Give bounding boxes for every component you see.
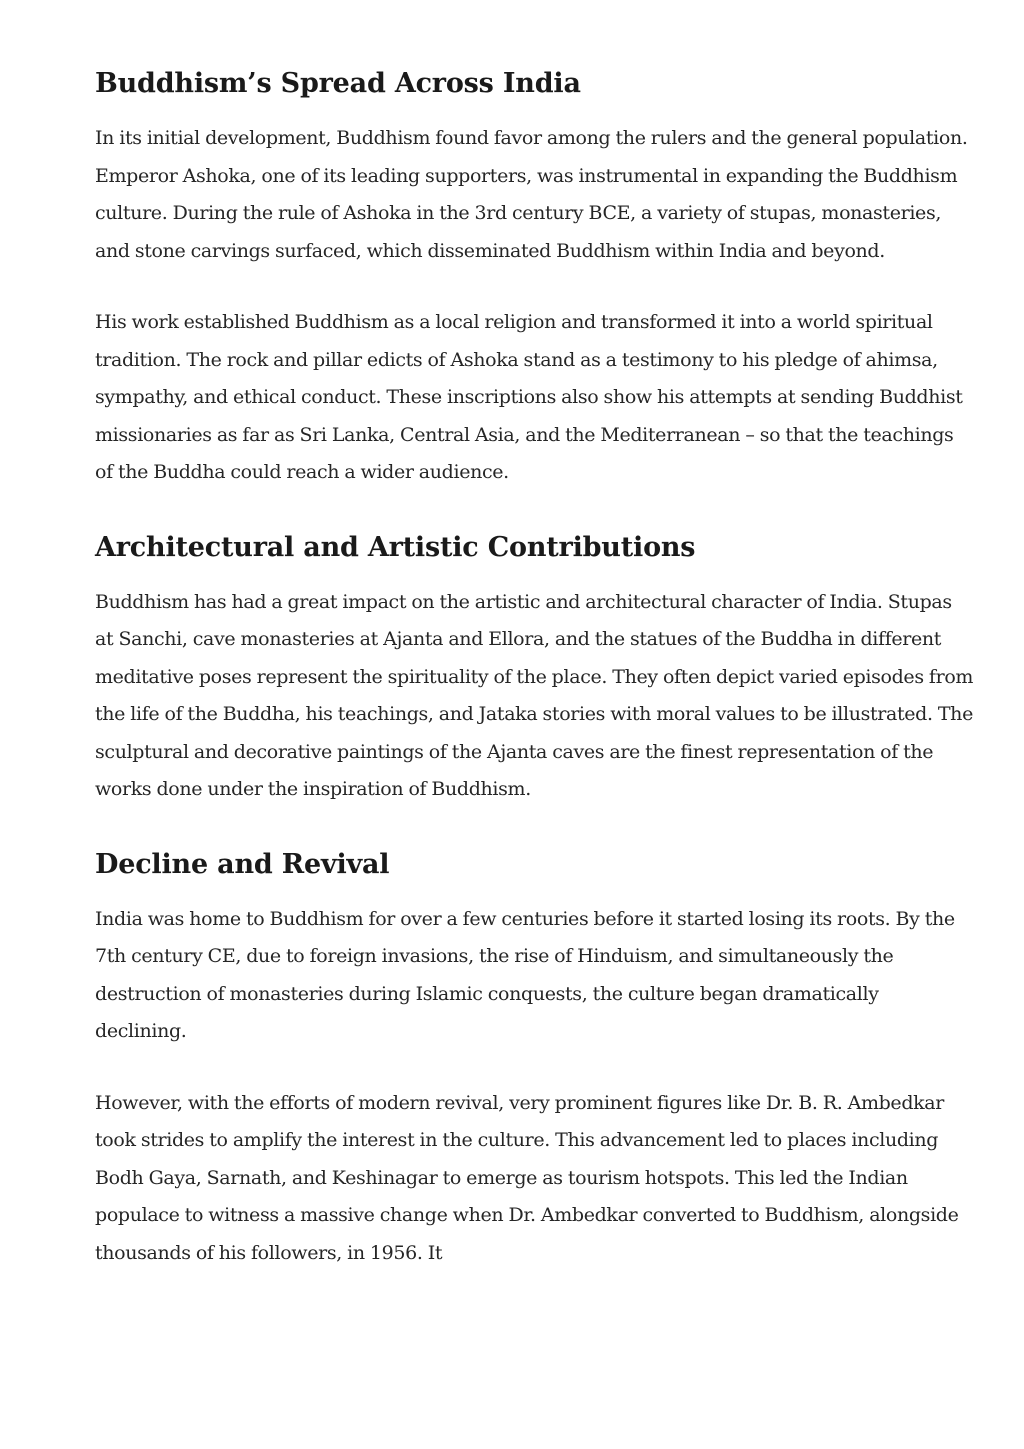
section-heading: Decline and Revival bbox=[95, 848, 390, 880]
section-heading: Architectural and Artistic Contributions bbox=[95, 531, 696, 563]
section-heading: Buddhism’s Spread Across India bbox=[95, 68, 581, 99]
paragraph: In its initial development, Buddhism found favor among the rulers and the general population. Emperor Ashoka, one of its leading supporters, was instrumental in expanding the Buddhism culture. During the rule of Ashoka in the 3rd century BCE, a variety of stupas, monasteries, and stone carvings surfaced, which disseminated Buddhism within India and beyond. bbox=[95, 127, 968, 262]
paragraph: However, with the efforts of modern revival, very prominent figures like Dr. B. R. Ambedkar took strides to amplify the interest in the culture. This advancement led to places including Bodh Gaya, Sarnath, and Keshinagar to emerge as tourism hotspots. This led the Indian populace to witness a massive change when Dr. Ambedkar converted to Buddhism, alongside thousands of his followers, in 1956. It bbox=[95, 1091, 959, 1264]
paragraph: Buddhism has had a great impact on the artistic and architectural character of India. Stupas at Sanchi, cave monasteries at Ajanta and Ellora, and the statues of the Buddha in different meditative poses represent the spirituality of the place. They often depict varied episodes from the life of the Buddha, his teachings, and Jataka stories with moral values to be illustrated. The sculptural and decorative paintings of the Ajanta caves are the finest representation of the works done under the inspiration of Buddhism. bbox=[95, 590, 974, 800]
section-architectural-artistic bbox=[95, 526, 975, 809]
section-decline-revival bbox=[95, 843, 975, 1273]
paragraph: His work established Buddhism as a local religion and transformed it into a world spiritual tradition. The rock and pillar edicts of Ashoka stand as a testimony to his pledge of ahimsa, sympathy, and ethical conduct. These inscriptions also show his attempts at sending Buddhist missionaries as far as Sri Lanka, Central Asia, and the Mediterranean – so that the teachings of the Buddha could reach a wider audience. bbox=[95, 311, 963, 483]
article-body bbox=[95, 62, 975, 1272]
paragraph: India was home to Buddhism for over a few centuries before it started losing its roots. By the 7th century CE, due to foreign invasions, the rise of Hinduism, and simultaneously the destruction of monasteries during Islamic conquests, the culture began dramatically declining. bbox=[95, 907, 955, 1042]
section-spread-across-india bbox=[95, 62, 975, 492]
